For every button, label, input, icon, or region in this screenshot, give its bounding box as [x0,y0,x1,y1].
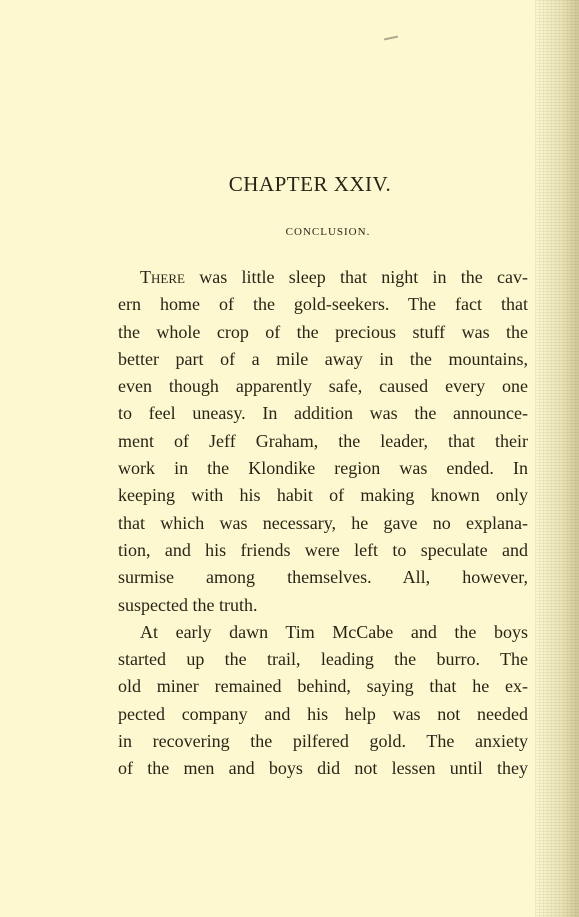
page-edge-shading [535,0,579,917]
text-line: pected company and his help was not needed [118,703,528,724]
text-line: keeping with his habit of making known only [118,485,528,506]
text-line: better part of a mile away in the mountains, [118,348,528,369]
text-line: to feel uneasy. In addition was the announce- [118,403,528,424]
text-line: of the men and boys did not lessen until they [118,758,528,779]
text-line: the whole crop of the precious stuff was the [118,321,528,342]
chapter-body [118,264,528,783]
drop-lead-word: There [140,267,185,287]
text-line: ern home of the gold-seekers. The fact that [118,294,528,315]
text-line: in recovering the pilfered gold. The anxiety [118,731,528,752]
text-line: that which was necessary, he gave no explana- [118,512,528,533]
chapter-title: CHAPTER XXIV. [228,172,392,196]
text-line: even though apparently safe, caused every one [118,376,528,397]
text-line: suspected the truth. [118,594,258,615]
scan-speck [384,36,398,41]
text-line: ment of Jeff Graham, the leader, that their [118,430,528,451]
text-line: tion, and his friends were left to speculate and [118,539,528,560]
chapter-subtitle: CONCLUSION. [285,226,371,238]
text-line: started up the trail, leading the burro. The [118,649,528,670]
text-line-content: was little sleep that night in the cav- [184,267,528,287]
text-line: work in the Klondike region was ended. In [118,458,528,479]
text-line: old miner remained behind, saying that he ex- [118,676,528,697]
text-line: surmise among themselves. All, however, [118,567,528,588]
text-line [118,264,528,291]
text-line: At early dawn Tim McCabe and the boys [140,621,528,642]
